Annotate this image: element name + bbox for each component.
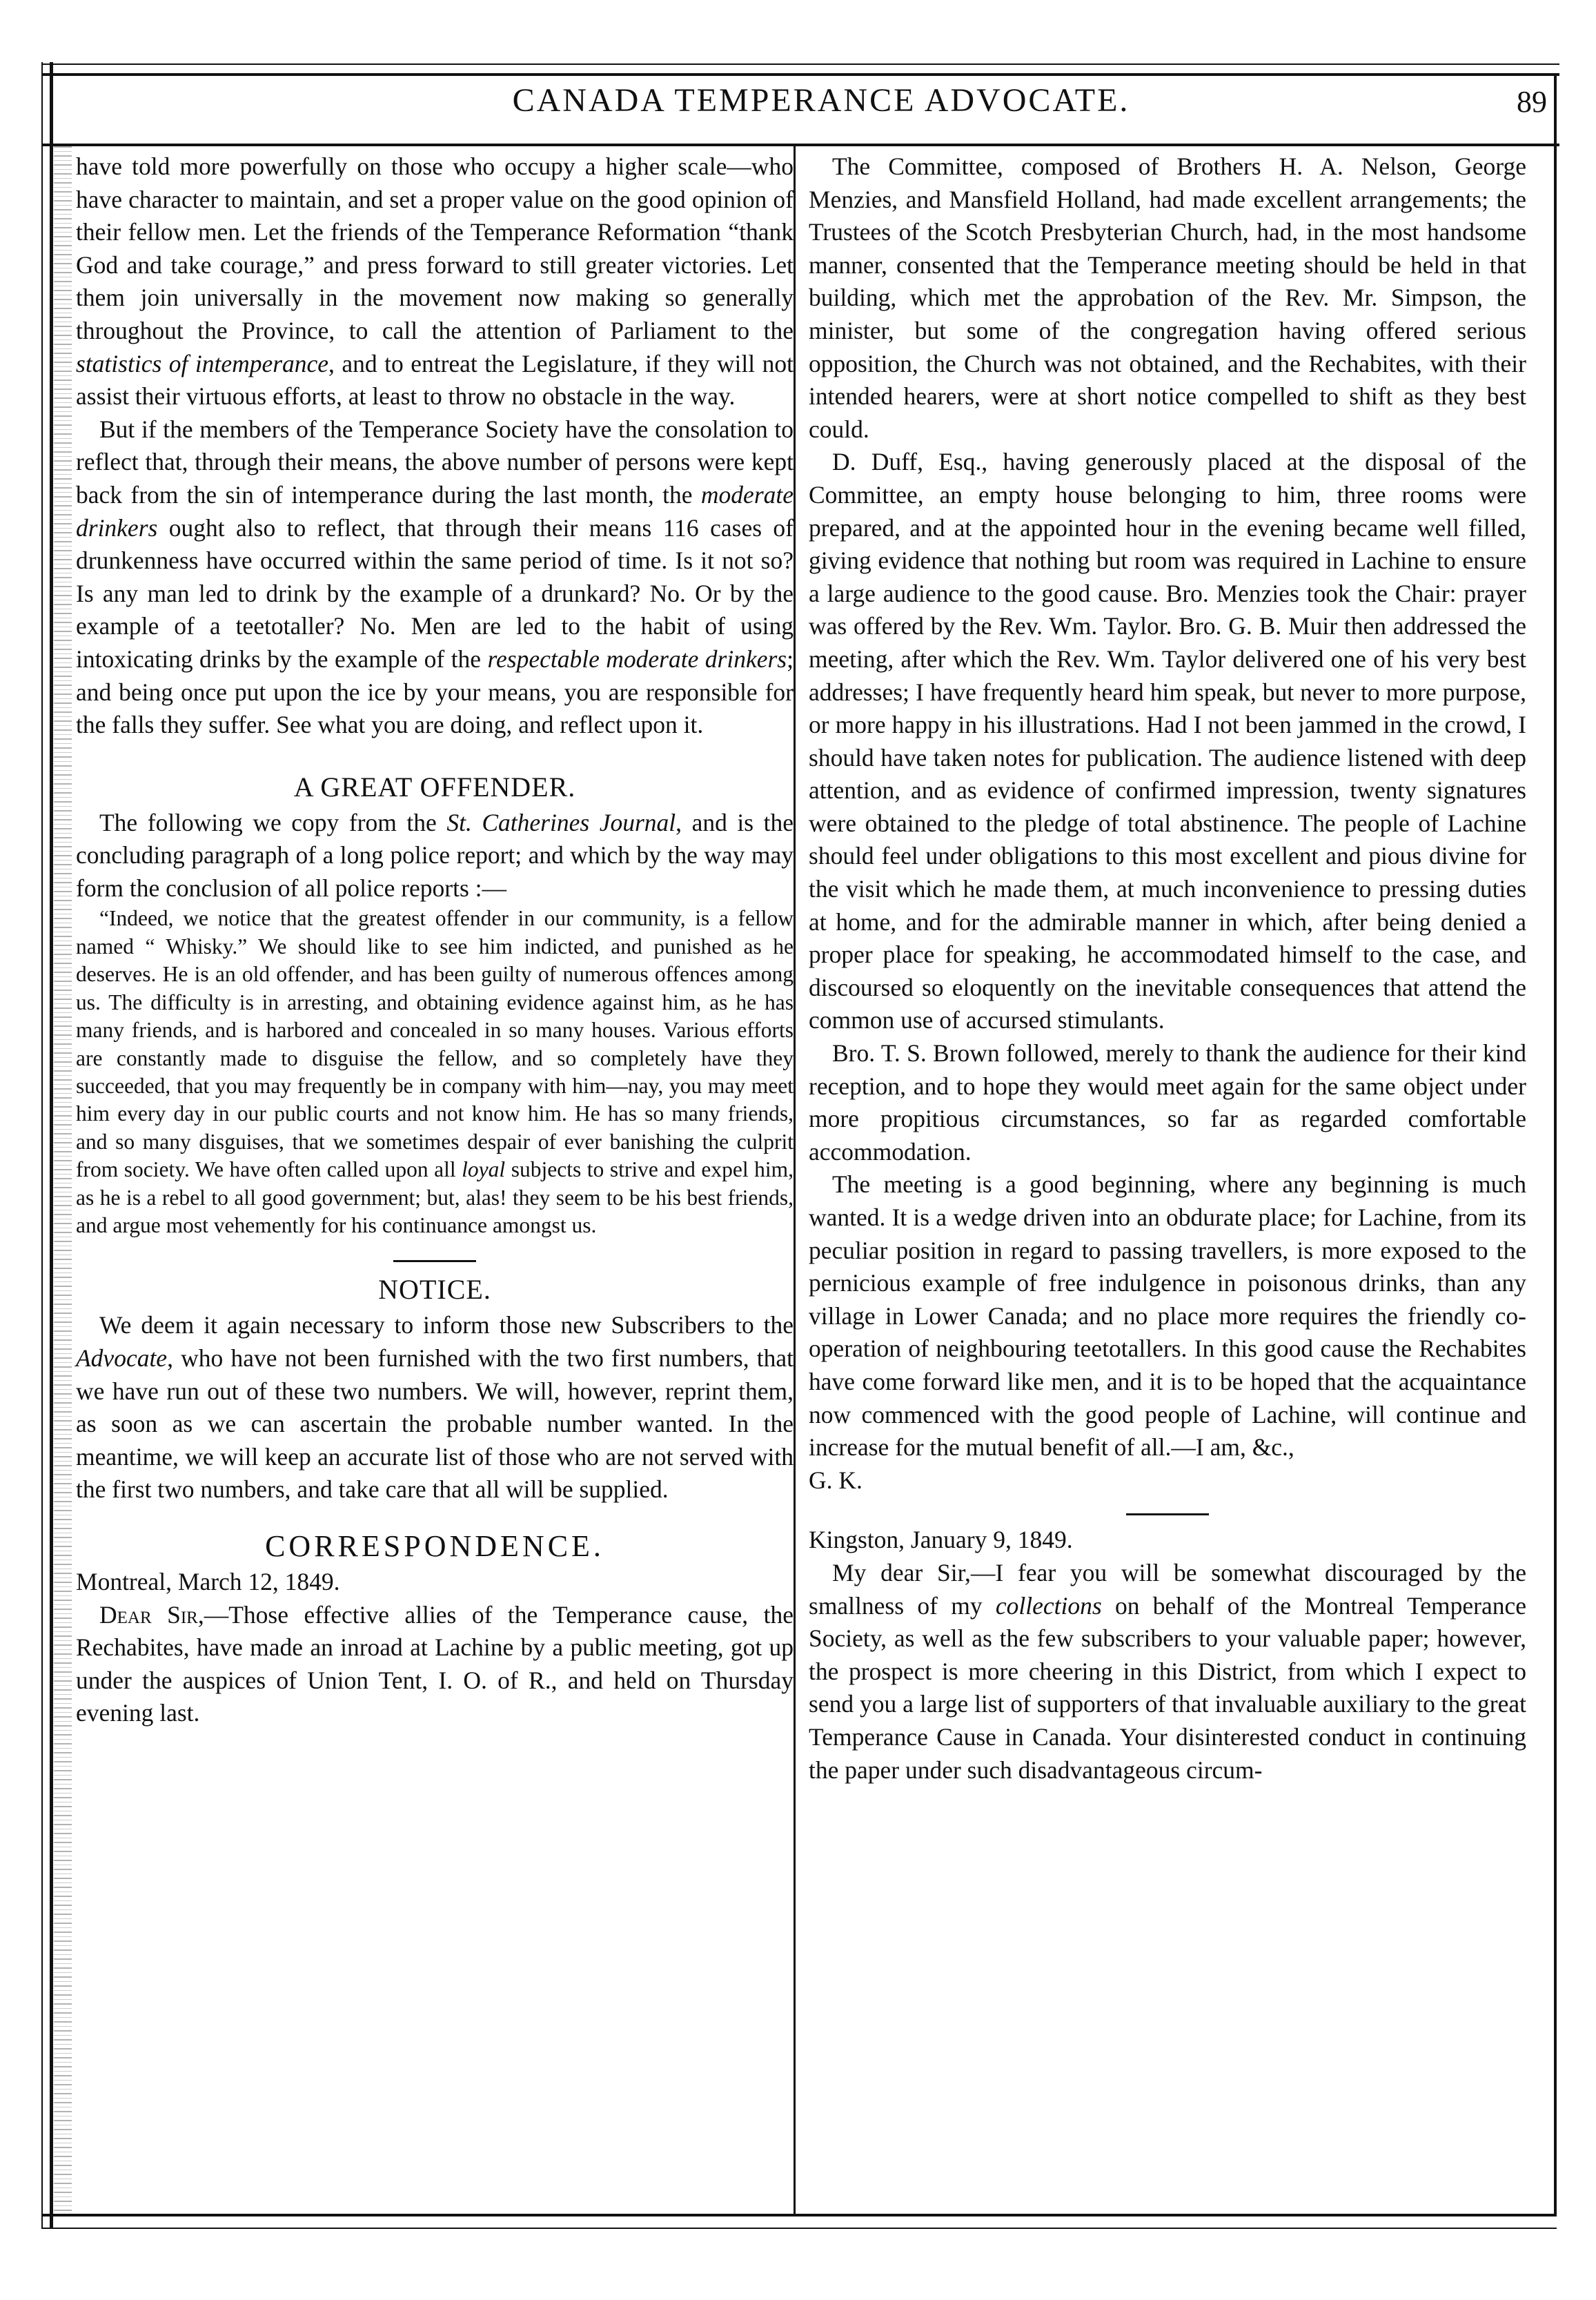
top-border-thin bbox=[41, 63, 1559, 65]
column-divider bbox=[794, 146, 796, 2214]
left-column bbox=[76, 150, 794, 1730]
offender-quote-a: “Indeed, we notice that the greatest offender in our community, is a fellow named “ Whisky.” We should like to see him indicted, and punished as he deserves. He is an old offender, and has been guilty of numerous offences among us. The difficulty is in arresting, and obtaining evidence against him, as he has many friends, and is harbored and concealed in so many houses. Various efforts are constantly made to disguise the fellow, and so completely have they succeeded, that you may frequently be in company with him—nay, you may meet him every day in our public courts and not know him. He has so many friends, and so many disguises, that we sometimes despair of ever banishing the culprit from society. We have often called upon all bbox=[76, 906, 794, 1182]
moderate-drinkers-paragraph bbox=[76, 413, 794, 742]
top-border bbox=[41, 73, 1559, 76]
p2-text-a: But if the members of the Temperance Society have the consolation to reflect that, through their means, the above number of persons were kept back from the sin of intemperance during the last month, the bbox=[76, 415, 794, 509]
p2-text-b: ought also to reflect, that through their means 116 cases of drunkenness have occurred within the same period of time. Is it not so? Is any man led to drink by the example of a drunkard? No. Or by the example of a teetotaller? No. Men are led to the habit of using intoxicating drinks by the example of the bbox=[76, 513, 794, 673]
right-border bbox=[1554, 73, 1557, 2216]
committee-paragraph: The Committee, composed of Brothers H. A. Nelson, George Menzies, and Mansfield Holland, had made excellent arrangements; the Trustees of the Scotch Presbyterian Church, had, in the most handsome manner, consented that the Temperance meeting should be held in that building, which met the approbation of the Rev. Mr. Simpson, the minister, but some of the congregation having offered serious opposition, the Church was not obtained, and the Rechabites, with their intended hearers, were at short notice compelled to shift as they best could. bbox=[809, 153, 1526, 443]
header-rule bbox=[41, 144, 1559, 146]
offender-quote-b: subjects to strive and expel him, as he is a rebel to all good government; but, alas! they seem to be his best friends, and argue most vehemently for his continuance amongst us. bbox=[76, 1157, 794, 1237]
correspondence-dateline: Montreal, March 12, 1849. bbox=[76, 1567, 340, 1595]
beginning-paragraph: The meeting is a good beginning, where any beginning is much wanted. It is a wedge driven into an obdurate place; for Lachine, from its peculiar position in regard to passing travellers, is more exposed to the pernicious example of free indulgence in poisonous drinks, than any village in Lower Canada; and no place more requires the friendly co-operation of neighbouring teetotallers. In this good cause the Rechabites have come forward like men, and it is to be hoped that the acquaintance now commenced with the good people of Lachine, will continue and increase for the mutual benefit of all.—I am, &c., bbox=[809, 1170, 1526, 1462]
left-border bbox=[50, 62, 53, 2229]
intro-paragraph bbox=[76, 150, 794, 413]
signature: G. K. bbox=[809, 1466, 863, 1494]
intro-text-a: have told more powerfully on those who occupy a higher scale—who have character to maintain, and set a proper value on the good opinion of their fellow men. Let the friends of the Temperance Reformation “thank God and take courage,” and press forward to still greater victories. Let them join universally in the movement now making so generally throughout the Province, to call the attention of Parliament to the bbox=[76, 153, 794, 344]
intro-text-b: , and to entreat the Legislature, if they will not assist their virtuous efforts, at least to throw no obstacle in the way. bbox=[76, 349, 794, 411]
notice-emphasis: Advocate bbox=[76, 1344, 168, 1372]
p2-emphasis: moderate drinkers bbox=[76, 480, 794, 542]
offender-intro-b: , and is the concluding paragraph of a long police report; and which by the way may form the conclusion of all police reports :— bbox=[76, 808, 794, 902]
kingston-text-b: on behalf of the Montreal Temperance Society, as well as the few subscribers to your valuable paper; however, the prospect is more cheering in this District, from which I expect to send you a large list of supporters of that invaluable auxiliary to the great Temperance Cause in Canada. Your disinterested conduct in continuing the paper under such disadvantageous circum- bbox=[809, 1591, 1526, 1784]
notice-paragraph bbox=[76, 1309, 794, 1506]
page-title: CANADA TEMPERANCE ADVOCATE. bbox=[512, 82, 1130, 119]
intro-emphasis: statistics of intemperance bbox=[76, 349, 329, 377]
offender-heading: A GREAT OFFENDER. bbox=[293, 771, 576, 803]
correspondence-text: —Those effective allies of the Temperance cause, the Rechabites, have made an inroad at Lachine by a public meeting, got up under the auspices of Union Tent, I. O. of R., and held on Thursday evening last. bbox=[76, 1600, 794, 1727]
binding-edge bbox=[54, 146, 72, 2214]
offender-source: St. Catherines Journal bbox=[446, 808, 676, 836]
meeting-paragraph: D. Duff, Esq., having generously placed at the disposal of the Committee, an empty house belonging to him, three rooms were prepared, and at the appointed hour in the evening became well filled, giving evidence that nothing but room was required in Lachine to ensure a large audience to the good cause. Bro. Menzies took the Chair: prayer was offered by the Rev. Wm. Taylor. Bro. G. B. Muir then addressed the meeting, after which the Rev. Wm. Taylor delivered one of his very best addresses; I have frequently heard him speak, but never to more purpose, or more happy in his illustrations. Had I not been jammed in the crowd, I should have taken notes for publication. The audience listened with deep attention, and as evidence of confirmed impression, twenty signatures were obtained to the pledge of total abstinence. The people of Lachine should feel under obligations to this most excellent and pious divine for the visit which he made them, at much inconvenience to pressing duties at home, and for the admirable manner in which, after being denied a proper place for speaking, he accommodated himself to the case, and discoursed so eloquently on the inevitable consequences that attend the common use of accursed stimulants. bbox=[809, 448, 1526, 1034]
kingston-letter bbox=[809, 1557, 1526, 1787]
offender-quote bbox=[76, 905, 794, 1239]
letter-separator bbox=[1126, 1513, 1209, 1515]
bottom-border bbox=[41, 2214, 1557, 2217]
notice-text-a: We deem it again necessary to inform those new Subscribers to the bbox=[99, 1311, 794, 1339]
brown-paragraph: Bro. T. S. Brown followed, merely to thank the audience for their kind reception, and to hope they would meet again for the same object under more propitious circumstances, so far as regarded comfortable accommodation. bbox=[809, 1039, 1526, 1166]
notice-heading: NOTICE. bbox=[378, 1274, 491, 1306]
section-separator bbox=[393, 1260, 476, 1262]
correspondence-heading: CORRESPONDENCE. bbox=[265, 1529, 604, 1563]
salutation: Dear Sir, bbox=[99, 1600, 204, 1629]
left-border-thin bbox=[41, 62, 43, 2229]
kingston-emphasis: collections bbox=[995, 1591, 1102, 1620]
offender-intro bbox=[76, 807, 794, 905]
notice-text-b: , who have not been furnished with the two first numbers, that we have run out of these two numbers. We will, however, reprint them, as soon as we can ascertain the probable number wanted. In the meantime, we will keep an accurate list of those who are not served with the first two numbers, and take care that all will be supplied. bbox=[76, 1344, 794, 1504]
kingston-dateline: Kingston, January 9, 1849. bbox=[809, 1526, 1073, 1554]
p2-emphasis-2: respectable moderate drinkers bbox=[487, 645, 787, 673]
offender-quote-emphasis: loyal bbox=[462, 1157, 506, 1182]
kingston-text-a: My dear Sir,—I fear you will be somewhat discouraged by the smallness of my bbox=[809, 1558, 1526, 1620]
right-column bbox=[809, 150, 1526, 1787]
page-number: 89 bbox=[1517, 85, 1547, 119]
offender-intro-a: The following we copy from the bbox=[99, 808, 437, 836]
bottom-border-thin bbox=[41, 2228, 1557, 2229]
correspondence-opening bbox=[76, 1599, 794, 1730]
p2-text-c: ; and being once put upon the ice by your means, you are responsible for the falls they suffer. See what you are doing, and reflect upon it. bbox=[76, 645, 794, 739]
